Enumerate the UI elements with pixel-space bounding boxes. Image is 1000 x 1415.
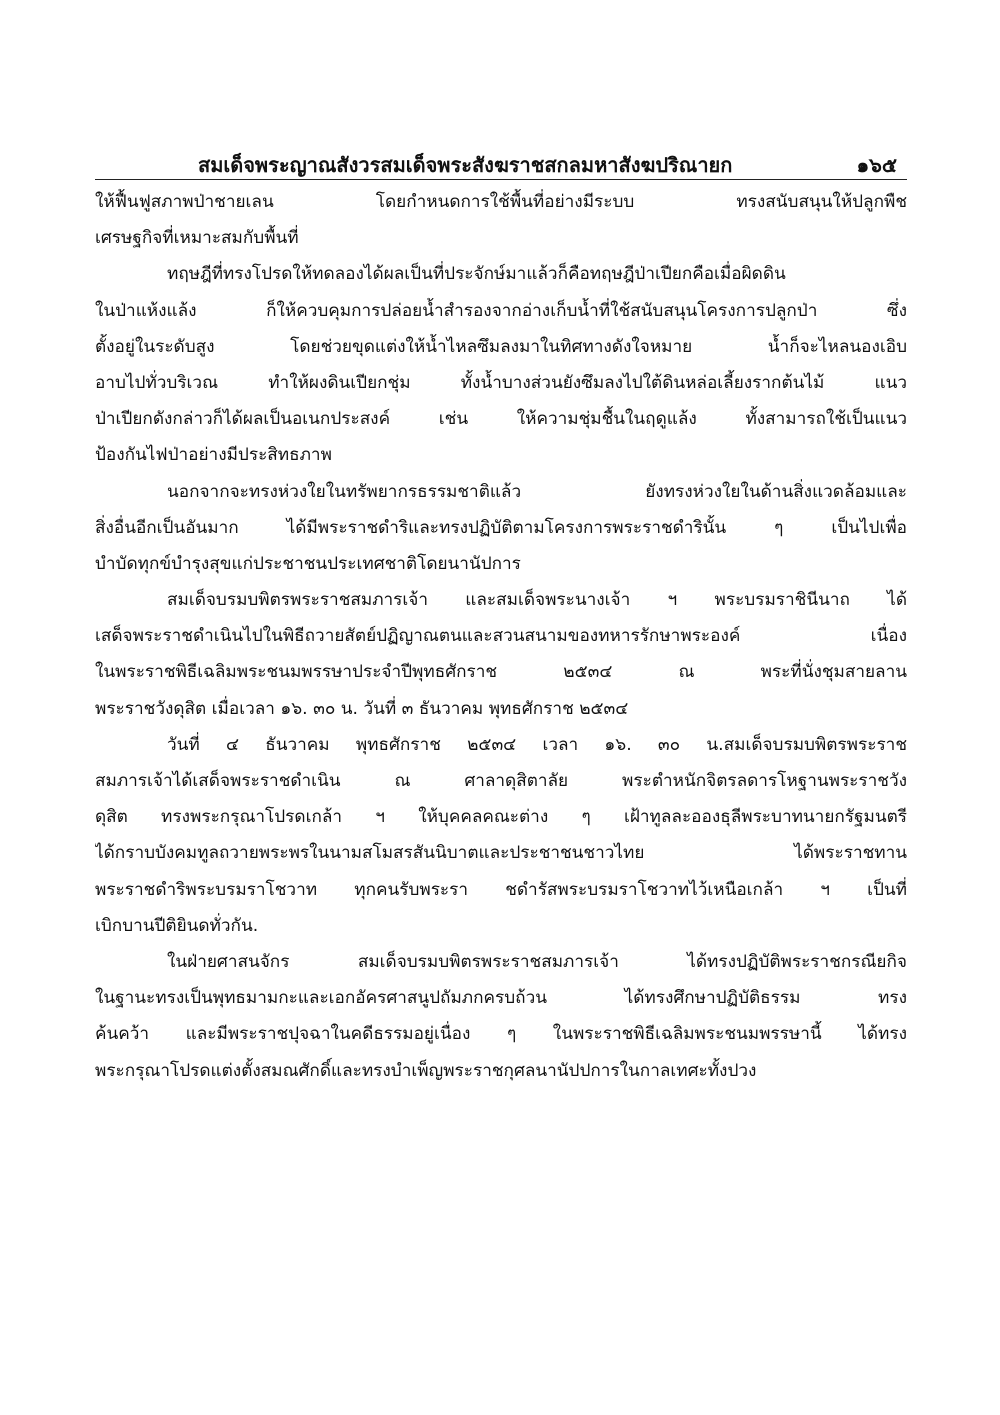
text-line: พระราชวังดุสิต เมื่อเวลา ๑๖. ๓๐ น. วันที่ ๓ ธันวาคม พุทธศักราช ๒๕๓๔ xyxy=(95,698,629,719)
text-line: เบิกบานปีติยินดทั่วกัน. xyxy=(95,915,259,936)
text-line: ได้กราบบังคมทูลถวายพระพรในนามสโมสรสันนิบาตและประชาชนชาวไทย ได้พระราชทาน xyxy=(95,843,907,864)
page-header xyxy=(95,145,907,180)
text-line: ป่าเปียกดังกล่าวก็ได้ผลเป็นอเนกประสงค์ เช่น ให้ความชุ่มชื้นในฤดูแล้ง ทั้งสามารถใช้เป็นแนว xyxy=(95,409,907,430)
text-line: เสด็จพระราชดำเนินไปในพิธีถวายสัตย์ปฏิญาณตนและสวนสนามของทหารรักษาพระองค์ เนื่อง xyxy=(95,626,907,647)
paragraph xyxy=(95,582,907,727)
text-line: เศรษฐกิจที่เหมาะสมกับพื้นที่ xyxy=(95,228,299,249)
text-line: สิ่งอื่นอีกเป็นอันมาก ได้มีพระราชดำริและทรงปฏิบัติตามโครงการพระราชดำรินั้น ๆ เป็นไปเพื่อ xyxy=(95,517,907,538)
running-title: สมเด็จพระญาณสังวรสมเด็จพระสังฆราชสกลมหาสังฆปริณายก xyxy=(198,153,733,177)
text-line: วันที่ ๔ ธันวาคม พุทธศักราช ๒๕๓๔ เวลา ๑๖. ๓๐ น.สมเด็จบรมบพิตรพระราช xyxy=(167,734,907,755)
text-line: ตั้งอยู่ในระดับสูง โดยช่วยขุดแต่งให้น้ำไหลซึมลงมาในทิศทางดังใจหมาย น้ำก็จะไหลนองเอิบ xyxy=(95,336,907,357)
text-line: พระราชดำริพระบรมราโชวาท ทุกคนรับพระรา ชดำรัสพระบรมราโชวาทไว้เหนือเกล้า ฯ เป็นที่ xyxy=(95,879,907,900)
text-line: บำบัดทุกข์บำรุงสุขแก่ประชาชนประเทศชาติโดยนานัปการ xyxy=(95,553,521,574)
text-line: ทฤษฎีที่ทรงโปรดให้ทดลองได้ผลเป็นที่ประจักษ์มาแล้วก็คือทฤษฎีป่าเปียกคือเมื่อผิดดิน xyxy=(167,264,786,285)
text-line: ในฐานะทรงเป็นพุทธมามกะและเอกอัครศาสนูปถัมภกครบถ้วน ได้ทรงศึกษาปฏิบัติธรรม ทรง xyxy=(95,988,907,1009)
text-line: ในฝ่ายศาสนจักร สมเด็จบรมบพิตรพระราชสมภารเจ้า ได้ทรงปฏิบัติพระราชกรณียกิจ xyxy=(167,951,907,972)
document-body xyxy=(95,184,907,1089)
text-line: ป้องกันไฟป่าอย่างมีประสิทธภาพ xyxy=(95,445,332,466)
page-number: ๑๖๕ xyxy=(856,153,897,177)
text-line: นอกจากจะทรงห่วงใยในทรัพยากรธรรมชาติแล้ว ยังทรงห่วงใยในด้านสิ่งแวดล้อมและ xyxy=(167,481,907,502)
text-line: ดุสิต ทรงพระกรุณาโปรดเกล้า ฯ ให้บุคคลคณะต่าง ๆ เฝ้าทูลละอองธุลีพระบาทนายกรัฐมนตรี xyxy=(95,807,907,828)
text-line: ในป่าแห้งแล้ง ก็ให้ควบคุมการปล่อยน้ำสำรองจากอ่างเก็บน้ำที่ใช้สนับสนุนโครงการปลูกป่า ซึ่ง xyxy=(95,300,907,321)
paragraph xyxy=(95,474,907,583)
paragraph xyxy=(95,727,907,944)
text-line: ค้นคว้า และมีพระราชปุจฉาในคดีธรรมอยู่เนื่อง ๆ ในพระราชพิธีเฉลิมพระชนมพรรษานี้ ได้ทรง xyxy=(95,1024,907,1045)
text-line: สมเด็จบรมบพิตรพระราชสมภารเจ้า และสมเด็จพระนางเจ้า ฯ พระบรมราชินีนาถ ได้ xyxy=(167,590,907,611)
text-line: ให้ฟื้นฟูสภาพป่าชายเลน โดยกำหนดการใช้พื้นที่อย่างมีระบบ ทรงสนับสนุนให้ปลูกพืช xyxy=(95,192,907,212)
document-page xyxy=(95,145,907,1089)
paragraph xyxy=(95,256,907,473)
paragraph xyxy=(95,944,907,1089)
text-line: ในพระราชพิธีเฉลิมพระชนมพรรษาประจำปีพุทธศักราช ๒๕๓๔ ณ พระที่นั่งชุมสายลาน xyxy=(95,662,907,683)
paragraph xyxy=(95,184,907,256)
text-line: สมภารเจ้าได้เสด็จพระราชดำเนิน ณ ศาลาดุสิตาลัย พระตำหนักจิตรลดารโหฐานพระราชวัง xyxy=(95,771,907,791)
text-line: อาบไปทั่วบริเวณ ทำให้ผงดินเปียกชุ่ม ทั้งน้ำบางส่วนยังซึมลงไปใต้ดินหล่อเลี้ยงรากต้นไม้ แนว xyxy=(95,372,907,393)
text-line: พระกรุณาโปรดแต่งตั้งสมณศักดิ์และทรงบำเพ็ญพระราชกุศลนานัปปการในกาลเทศะทั้งปวง xyxy=(95,1060,757,1081)
